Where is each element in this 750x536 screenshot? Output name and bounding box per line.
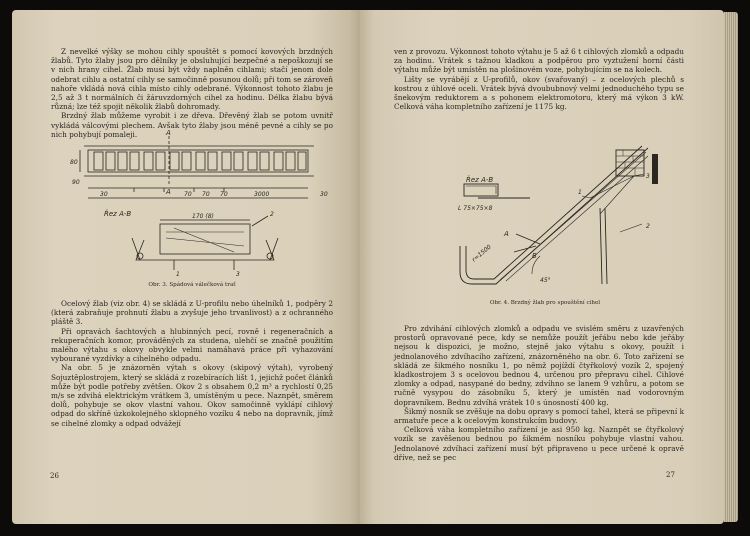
fig3-section-label: Řez A-B: [104, 210, 132, 218]
fig3-dim-80: 80: [70, 159, 78, 166]
fig3-num-1: 1: [176, 271, 180, 278]
fig4-profile-label: L 75×75×8: [458, 205, 493, 212]
fig3-dim-90: 90: [72, 179, 80, 186]
fig3-dim-70b: 70: [202, 191, 210, 198]
right-page: [360, 10, 724, 524]
left-para-5: Na obr. 5 je znázorněn výtah s okovy (skipový výtah), vyrobený Sojuztěplostrojem, který se skládá z rozebíracích lišt 1, jejichž počet článků může být podle potřeby zvětšen. Okov 2 s obsahem 0,2 m³ a rychlostí 0,25 m/s se zdvihá elektrickým vrátkem 3, umístěným u pece. Naznpět, směrem dolů, pohybuje se okov vlastní vahou. Okov samočinně vyklápí cihlový odpad do skříně úzkokolejného sklopného vozíku 4 nebo na dopravník, jímž se cihelné zlomky a odpad odvážejí: [51, 363, 333, 428]
figure-3-caption: Obr. 3. Spádová válečková trať: [148, 282, 236, 288]
fig3-dim-30r: 30: [320, 191, 328, 198]
fig3-label-a-bottom: A: [166, 188, 171, 196]
right-text-top: [394, 47, 684, 111]
left-para-2: Brzdný žlab můžeme vyrobit i ze dřeva. Dřevěný žlab se potom uvnitř vykládá válcovými plechem. Avšak tyto žlaby jsou méně pevné a cihly se po nich pohybují pomaleji.: [51, 111, 333, 139]
right-text-bottom: [394, 324, 684, 462]
fig4-label-b: B: [532, 252, 537, 260]
fig4-label-a: A: [504, 230, 509, 238]
right-para-4: Šikmý nosník se zvěšuje na dobu opravy s pomocí tahel, která se připevní k armatuře pece a k ocelovým konstrukcím budovy.: [394, 406, 684, 426]
figure-4-caption: Obr. 4. Brzdný žlab pro spouštění cihel: [489, 300, 601, 306]
page-edges: [724, 12, 738, 522]
fig3-dim-30: 30: [100, 191, 108, 198]
fig3-dim-70c: 70: [220, 191, 228, 198]
fig4-num-3: 3: [646, 173, 650, 180]
right-page-number: 27: [666, 471, 675, 479]
fig3-dim-70a: 70: [184, 191, 192, 198]
figure-3: [70, 128, 344, 278]
left-page: [12, 10, 360, 524]
left-para-1: Z nevelké výšky se mohou cihly spouštět s pomocí kovových brzdných žlabů. Tyto žlaby jsou pro dělníky je obsluhující bezpečné a nepoškozují se v nich hrany cihel. Žlab musí být vždy naplněn cihlami; stačí jenom dole odebrat cihlu a ostatní cihly se samočinně posunou dolů; při tom se zároveň nahoře vkládá nová cihla místo cihly odebrané. Výkonnost tohoto žlabu je 2,5 až 3 t normálních či žáruvzdorných cihel za hodinu. Délka žlabu bývá různá; lze též spojit několik žlabů dohromady.: [51, 47, 333, 112]
right-para-5: Celková váha kompletního zařízení je asi 950 kg. Naznpět se čtyřkolový vozík se zavěšenou bednou po šikmém nosníku pohybuje vlastní vahou. Jednolanové zdvíhací zařízení musí být připraveno u pece určené k opravě dříve, než se pec: [394, 425, 684, 462]
fig4-angle-label: 45°: [540, 277, 551, 284]
fig4-section-label: Řez A-B: [466, 176, 494, 184]
left-page-number: 26: [50, 472, 59, 480]
figure-4: [420, 134, 660, 292]
left-text-top: [51, 47, 333, 139]
right-para-3: Pro zdvihání cihlových zlomků a odpadu ve svislém směru z uzavřených prostorů opravované pece, kdy se nemůže použít jeřábu nebo kde jeřáby nejsou k dispozici, je možno, stejně jako výtahu s okovy, použít i jednolanového zdvíhacího zařízení, znázorněného na obr. 6. Toto zařízení se skládá ze šikmého nosníku 1, po němž pojíždí čtyřkolový vozík 2, spojený kladkostrojem 3 s ocelovou bednou 4, určenou pro přepravu cihel. Cihlové zlomky a odpad, nasypané do bedny, zdvíhno se lanem 9 vzhůru, a potom se ručně vysypou do zásobníku 5, který je umístěn nad vodorovným dopravníkem. Bednu zdvíhá vrátek 10 s únosností 400 kg.: [394, 324, 684, 407]
fig4-radius-label: r=1500: [470, 243, 493, 264]
fig3-dim-170: 170 (8): [192, 213, 214, 220]
right-para-2: Lišty se vyrábějí z U-profilů, okov (svařovaný) – z ocelových plechů s kostrou z úhlové oceli. Vrátek bývá dvoububnový velmi jednoduchého typu se šnekovým reduktorem a s pohonem elektromotoru, který má výkon 3 kW. Celková váha kompletního zařízení je 1175 kg.: [394, 74, 684, 112]
fig3-dim-3000: 3000: [254, 191, 270, 198]
fig3-num-2: 2: [270, 211, 274, 218]
fig3-label-a-top: A: [166, 129, 171, 137]
fig3-num-3: 3: [236, 271, 240, 278]
left-para-4: Při opravách šachtových a hlubinných pecí, rovně i regeneračních a rekuperačních komor, prováděných za studena, ulehčí se značně použitím malého výtahu s okovy obvykle velmi namáhavá práce při vyhazování vybourané vyzdívky a cihelného odpadu.: [51, 326, 333, 364]
right-para-1: ven z provozu. Výkonnost tohoto výtahu je 5 až 6 t cihlových zlomků a odpadu za hodinu. Vrátek s tažnou kladkou a podpěrou pro vyztužení horní části výtahu může být umístěn na plošinovém voze, pohybujícím se na kolech.: [394, 47, 684, 75]
left-para-3: Ocelový žlab (viz obr. 4) se skládá z U-profilu nebo úhelníků 1, podpěry 2 (která zabraňuje prohnutí žlabu a zvyšuje jeho trvanlivost) a z ochranného pláště 3.: [51, 299, 333, 327]
fig4-num-2: 2: [646, 223, 650, 230]
left-text-bottom: [51, 299, 333, 428]
fig4-num-1: 1: [578, 189, 582, 196]
